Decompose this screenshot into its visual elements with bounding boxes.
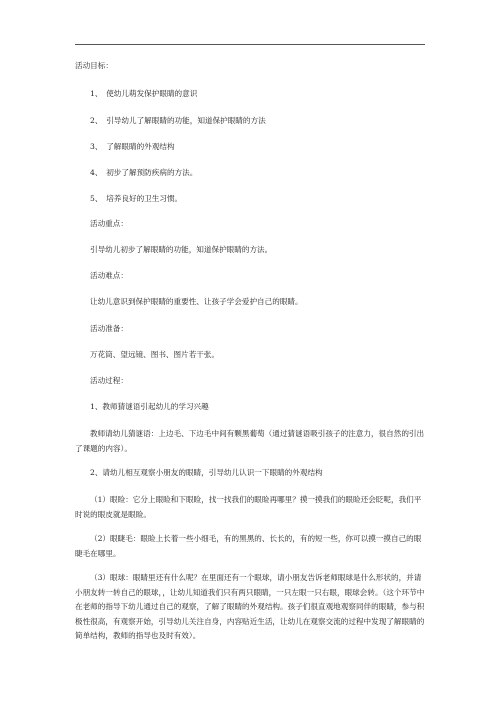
eyelid-paragraph: （1）眼睑：它分上眼睑和下眼睑，找一找我们的眼睑再哪里？摸一摸我们的眼睑还会眨呢，我们平时说的眼皮就是眼睑。 <box>75 495 422 519</box>
eyelash-paragraph: （2）眼睫毛：眼睑上长着一些小细毛，有的黑黑的、长长的，有的短一些，你可以摸一摸自己的眼睫毛在哪里。 <box>75 534 422 558</box>
step-1-body: 教师请幼儿猜谜语：上边毛、下边毛中间有颗黑葡萄（通过猜谜语吸引孩子的注意力，很自然的引出了课题的内容）。 <box>75 429 425 453</box>
header-rule <box>75 44 425 45</box>
step-2-title: 2、请幼儿相互观察小朋友的眼睛，引导幼儿认识一下眼睛的外观结构 <box>90 468 323 477</box>
difficulty-heading: 活动难点： <box>90 271 128 280</box>
key-heading: 活动重点： <box>90 219 128 228</box>
goals-heading: 活动目标： <box>75 61 113 70</box>
key-text: 引导幼儿初步了解眼睛的功能，知道保护眼睛的方法。 <box>90 245 273 254</box>
prep-text: 万花筒、望远镜、图书、图片若干张。 <box>90 350 220 359</box>
step-1-title: 1、教师猜谜语引起幼儿的学习兴趣 <box>90 402 209 411</box>
eyeball-paragraph: （3）眼球：眼睛里还有什么呢？在里面还有一个眼球，请小朋友告诉老师眼球是什么形状的，并请小朋友转一转自己的眼球，，让幼儿知道我们只有两只眼睛，一只左眼一只右眼，眼球会转。（这个环节中在老师的指导下幼儿通过自己的观察，了解了眼睛的外观结构。孩子们很直观地观察同伴的眼睛，参与积极性很高，有观察开始，引导幼儿关注自身，内容贴近生活，让幼儿在观察交流的过程中发现了解眼睛的简单结构，教师的指导也及时有效）。 <box>75 573 425 640</box>
goal-item-3: 3、 了解眼睛的外观结构 <box>90 142 175 151</box>
goal-item-5: 5、 培养良好的卫生习惯。 <box>90 194 183 203</box>
goal-item-4: 4、 初步了解预防疾病的方法。 <box>90 168 198 177</box>
difficulty-text: 让幼儿意识到保护眼睛的重要性、让孩子学会爱护自己的眼睛。 <box>90 297 303 306</box>
goal-item-2: 2、 引导幼儿了解眼睛的功能，知道保护眼睛的方法 <box>90 116 266 125</box>
goal-item-1: 1、 使幼儿萌发保护眼睛的意识 <box>90 89 198 98</box>
process-heading: 活动过程： <box>90 376 128 385</box>
prep-heading: 活动准备： <box>90 324 128 333</box>
